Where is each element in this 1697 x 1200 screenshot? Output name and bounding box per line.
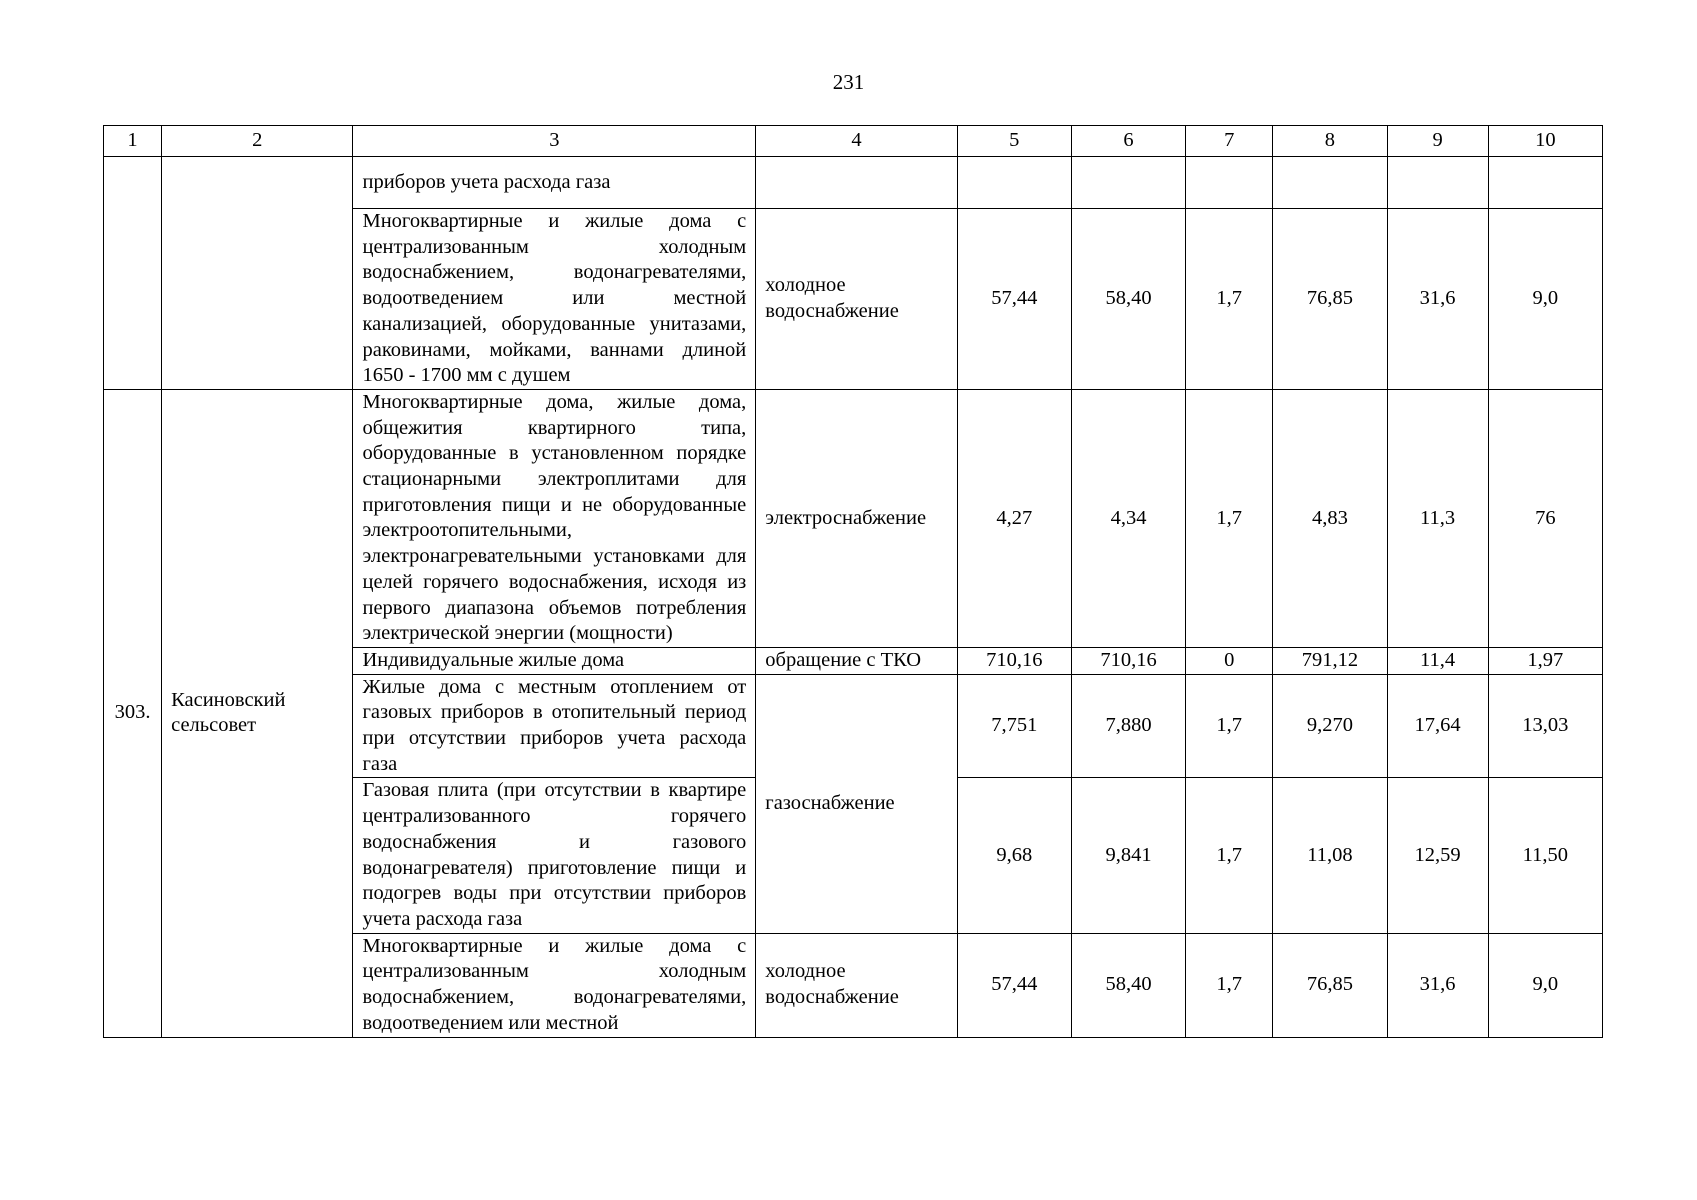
value-cell: 4,83 bbox=[1273, 389, 1387, 647]
column-header: 7 bbox=[1186, 126, 1273, 157]
value-cell: 58,40 bbox=[1071, 933, 1185, 1037]
value-cell: 31,6 bbox=[1387, 933, 1488, 1037]
column-header: 5 bbox=[957, 126, 1071, 157]
service-cell: газоснабжение bbox=[756, 674, 957, 933]
value-cell: 1,97 bbox=[1488, 647, 1602, 674]
value-cell: 9,270 bbox=[1273, 674, 1387, 778]
column-header: 2 bbox=[162, 126, 353, 157]
consumer-category-cell: Индивидуальные жилые дома bbox=[353, 647, 756, 674]
value-cell: 11,50 bbox=[1488, 778, 1602, 933]
column-header: 9 bbox=[1387, 126, 1488, 157]
value-cell bbox=[1387, 157, 1488, 209]
value-cell: 710,16 bbox=[957, 647, 1071, 674]
value-cell bbox=[1186, 157, 1273, 209]
service-cell: холодное водоснабжение bbox=[756, 209, 957, 390]
value-cell: 13,03 bbox=[1488, 674, 1602, 778]
settlement-name-cell bbox=[162, 157, 353, 390]
value-cell: 76,85 bbox=[1273, 209, 1387, 390]
column-header: 6 bbox=[1071, 126, 1185, 157]
value-cell: 76 bbox=[1488, 389, 1602, 647]
value-cell: 17,64 bbox=[1387, 674, 1488, 778]
service-cell bbox=[756, 157, 957, 209]
table-row bbox=[104, 389, 1603, 647]
value-cell: 4,34 bbox=[1071, 389, 1185, 647]
value-cell: 791,12 bbox=[1273, 647, 1387, 674]
value-cell: 1,7 bbox=[1186, 389, 1273, 647]
value-cell bbox=[1488, 157, 1602, 209]
value-cell: 11,4 bbox=[1387, 647, 1488, 674]
value-cell: 58,40 bbox=[1071, 209, 1185, 390]
consumer-category-cell: приборов учета расхода газа bbox=[353, 157, 756, 209]
consumer-category-cell: Жилые дома с местным отоплением от газовых приборов в отопительный период при отсутствии приборов учета расхода газа bbox=[353, 674, 756, 778]
value-cell: 9,0 bbox=[1488, 933, 1602, 1037]
value-cell bbox=[1071, 157, 1185, 209]
service-cell: обращение с ТКО bbox=[756, 647, 957, 674]
consumer-category-cell: Многоквартирные и жилые дома с централизованным холодным водоснабжением, водонагревателями, водоотведением или местной bbox=[353, 933, 756, 1037]
value-cell: 710,16 bbox=[1071, 647, 1185, 674]
value-cell: 1,7 bbox=[1186, 209, 1273, 390]
value-cell: 76,85 bbox=[1273, 933, 1387, 1037]
value-cell: 0 bbox=[1186, 647, 1273, 674]
value-cell: 31,6 bbox=[1387, 209, 1488, 390]
value-cell: 57,44 bbox=[957, 209, 1071, 390]
row-number-cell bbox=[104, 157, 162, 390]
page-number: 231 bbox=[832, 70, 865, 94]
column-header: 4 bbox=[756, 126, 957, 157]
table-row bbox=[104, 157, 1603, 209]
value-cell bbox=[1273, 157, 1387, 209]
consumer-category-cell: Газовая плита (при отсутствии в квартире централизованного горячего водоснабжения и газового водонагревателя) приготовление пищи и подогрев воды при отсутствии приборов учета расхода газа bbox=[353, 778, 756, 933]
value-cell: 11,08 bbox=[1273, 778, 1387, 933]
value-cell: 57,44 bbox=[957, 933, 1071, 1037]
tariff-table bbox=[103, 125, 1603, 1038]
value-cell: 9,68 bbox=[957, 778, 1071, 933]
settlement-name-cell: Касиновский сельсовет bbox=[162, 389, 353, 1037]
value-cell: 7,751 bbox=[957, 674, 1071, 778]
column-number-row bbox=[104, 126, 1603, 157]
consumer-category-cell: Многоквартирные и жилые дома с централизованным холодным водоснабжением, водонагревателями, водоотведением или местной канализацией, оборудованные унитазами, раковинами, мойками, ваннами длиной 1650 - 1700 мм с душем bbox=[353, 209, 756, 390]
value-cell: 11,3 bbox=[1387, 389, 1488, 647]
value-cell: 4,27 bbox=[957, 389, 1071, 647]
consumer-category-cell: Многоквартирные дома, жилые дома, общежития квартирного типа, оборудованные в установленном порядке стационарными электроплитами для приготовления пищи и не оборудованные электроотопительными, электронагревательными установками для целей горячего водоснабжения, исходя из первого диапазона объемов потребления электрической энергии (мощности) bbox=[353, 389, 756, 647]
value-cell: 9,0 bbox=[1488, 209, 1602, 390]
column-header: 1 bbox=[104, 126, 162, 157]
column-header: 8 bbox=[1273, 126, 1387, 157]
column-header: 3 bbox=[353, 126, 756, 157]
value-cell: 9,841 bbox=[1071, 778, 1185, 933]
service-cell: холодное водоснабжение bbox=[756, 933, 957, 1037]
value-cell: 1,7 bbox=[1186, 778, 1273, 933]
value-cell: 12,59 bbox=[1387, 778, 1488, 933]
value-cell: 1,7 bbox=[1186, 933, 1273, 1037]
row-number-cell: 303. bbox=[104, 389, 162, 1037]
value-cell: 7,880 bbox=[1071, 674, 1185, 778]
column-header: 10 bbox=[1488, 126, 1602, 157]
value-cell: 1,7 bbox=[1186, 674, 1273, 778]
value-cell bbox=[957, 157, 1071, 209]
service-cell: электроснабжение bbox=[756, 389, 957, 647]
